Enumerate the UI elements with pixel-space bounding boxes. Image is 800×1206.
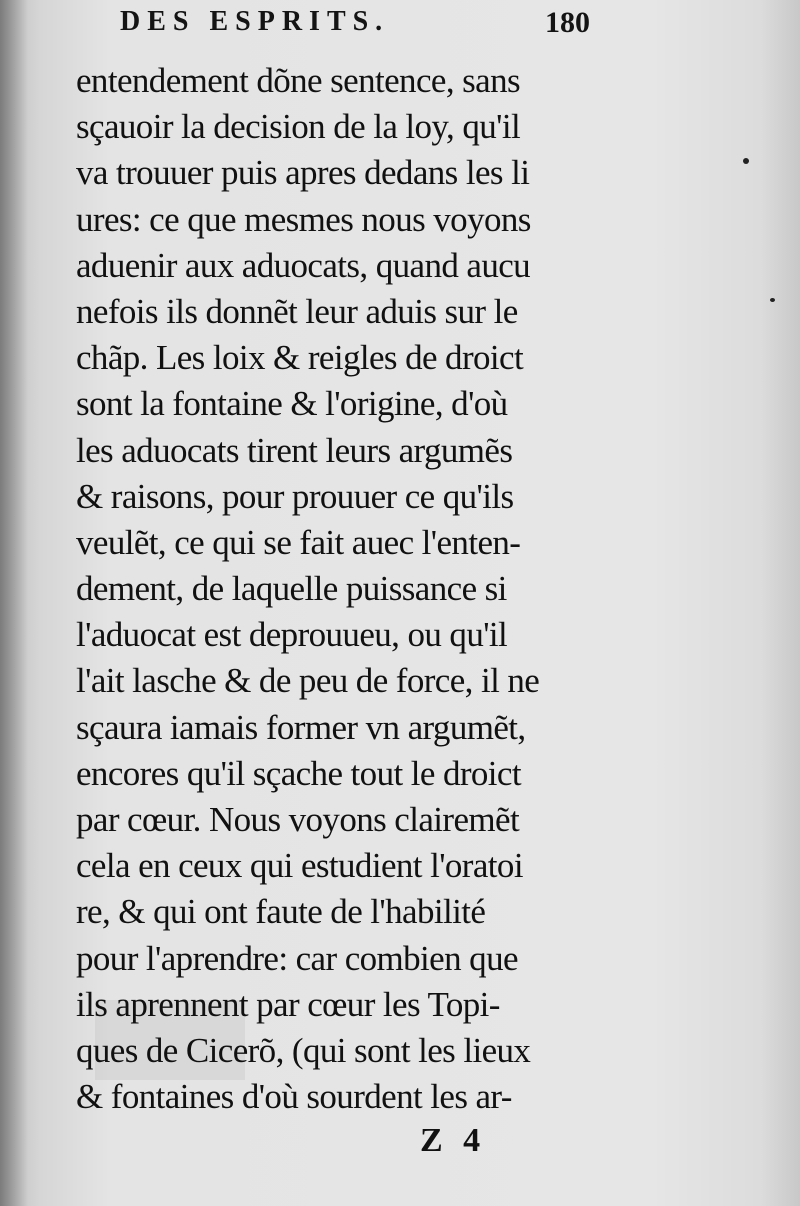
body-text: [76, 58, 636, 1120]
text-line: sçauoir la decision de la loy, qu'il: [76, 107, 521, 147]
signature-mark: Z 4: [420, 1122, 487, 1159]
text-line: pour l'aprendre: car combien que: [76, 938, 518, 978]
text-line: ils aprennent par cœur les Topi-: [76, 984, 500, 1024]
text-line: sont la fontaine & l'origine, d'où: [76, 384, 508, 424]
text-line: veulẽt, ce qui se fait auec l'enten-: [76, 522, 521, 562]
speck: [770, 298, 775, 302]
text-line: les aduocats tirent leurs argumẽs: [76, 430, 513, 470]
text-line: nefois ils donnẽt leur aduis sur le: [76, 291, 518, 331]
text-line: ques de Cicerõ, (qui sont les lieux: [76, 1030, 531, 1070]
text-line: sçaura iamais former vn argumẽt,: [76, 707, 526, 747]
text-line: & raisons, pour prouuer ce qu'ils: [76, 476, 514, 516]
text-line: entendement dõne sentence, sans: [76, 61, 521, 100]
running-title: DES ESPRITS.: [120, 6, 390, 37]
text-line: ures: ce que mesmes nous voyons: [76, 199, 531, 239]
speck: [743, 158, 749, 164]
text-line: re, & qui ont faute de l'habilité: [76, 892, 486, 932]
page-number: 180: [545, 6, 590, 39]
text-line: & fontaines d'où sourdent les ar-: [76, 1077, 512, 1117]
text-line: aduenir aux aduocats, quand aucu: [76, 245, 531, 285]
text-line: chãp. Les loix & reigles de droict: [76, 338, 524, 378]
text-line: va trouuer puis apres dedans les li: [76, 153, 530, 193]
text-line: l'ait lasche & de peu de force, il ne: [76, 661, 540, 701]
text-line: dement, de laquelle puissance si: [76, 569, 507, 609]
binding-shadow: [0, 0, 28, 1206]
text-line: encores qu'il sçache tout le droict: [76, 753, 521, 793]
page-header: [120, 6, 590, 44]
text-line: l'aduocat est deprouueu, ou qu'il: [76, 615, 508, 655]
text-line: cela en ceux qui estudient l'oratoi: [76, 846, 523, 886]
text-line: par cœur. Nous voyons clairemẽt: [76, 800, 520, 839]
